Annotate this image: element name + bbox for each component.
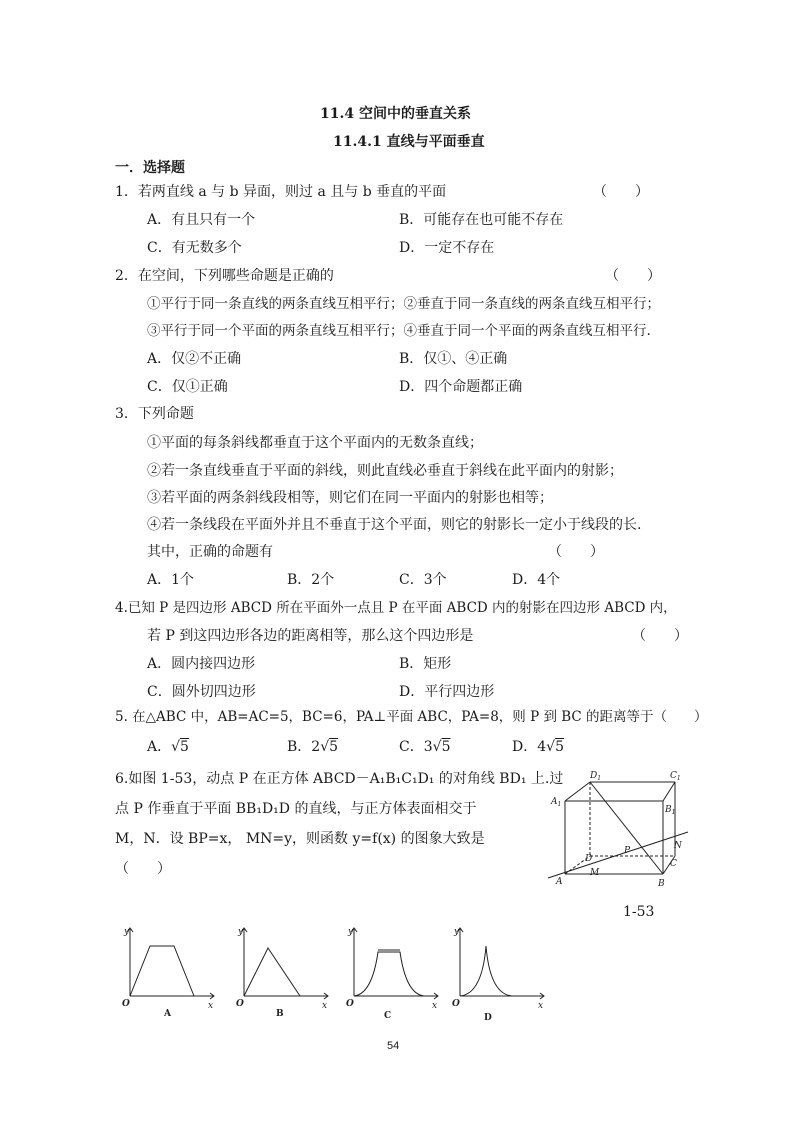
option-c-coefficient: 3 <box>423 739 433 755</box>
question-4-option-b: B．矩形 <box>399 656 452 672</box>
question-2-line-2: ③平行于同一个平面的两条直线互相平行；④垂直于同一个平面的两条直线互相平行. <box>147 323 651 339</box>
question-3-stem: 3．下列命题 <box>115 406 194 422</box>
question-1-answer-blank: （ ） <box>593 184 649 200</box>
option-a-label: A． <box>147 739 172 755</box>
question-1-stem: 1．若两直线 a 与 b 异面，则过 a 且与 b 垂直的平面 <box>115 184 447 200</box>
question-2-option-a: A．仅②不正确 <box>147 351 242 367</box>
label-d: D <box>585 854 593 864</box>
question-2-option-c: C．仅①正确 <box>147 379 228 395</box>
origin-label: O <box>346 999 354 1009</box>
question-6-answer-blank: （ ） <box>115 861 171 877</box>
question-4-option-a: A．圆内接四边形 <box>147 656 256 672</box>
y-label: y <box>454 927 460 937</box>
y-label: y <box>238 927 244 937</box>
edge-a1-d1 <box>565 782 590 801</box>
label-a1: $A_1$ <box>551 797 562 808</box>
question-2-line-1: ①平行于同一条直线的两条直线互相平行；②垂直于同一条直线的两条直线互相平行； <box>147 296 660 312</box>
sqrt-symbol: √ <box>546 739 556 755</box>
label-a: A <box>556 877 563 887</box>
page-number: 54 <box>387 1040 400 1052</box>
option-d-radicand: 5 <box>555 739 564 755</box>
option-c-label: C． <box>399 739 424 755</box>
question-3-answer-blank: （ ） <box>548 544 604 560</box>
question-4-option-c: C．圆外切四边形 <box>147 684 256 700</box>
question-2-answer-blank: （ ） <box>605 268 661 284</box>
graph-a-curve <box>130 946 194 996</box>
question-5-option-d <box>512 738 564 756</box>
option-d-coefficient: 4 <box>537 739 547 755</box>
question-6-line-3: M，N．设 BP=x， MN=y，则函数 y=f(x) 的图象大致是 <box>115 831 485 847</box>
question-5-option-c <box>399 738 450 756</box>
question-1-option-a: A．有且只有一个 <box>147 212 256 228</box>
cube-figure <box>540 768 690 900</box>
label-m: M <box>590 868 600 878</box>
y-label: y <box>348 927 354 937</box>
graph-c-curve <box>354 952 424 996</box>
question-4-answer-blank: （ ） <box>632 628 688 644</box>
label-p: P <box>624 846 631 856</box>
question-3-line-5: 其中，正确的命题有 <box>147 544 273 560</box>
part-heading: 一．选择题 <box>115 160 185 176</box>
question-4-stem: 4.已知 P 是四边形 ABCD 所在平面外一点且 P 在平面 ABCD 内的射影在四边形 ABCD 内， <box>115 600 677 616</box>
question-3-line-4: ④若一条线段在平面外并且不垂直于这个平面，则它的射影长一定小于线段的长. <box>147 517 642 533</box>
question-5-option-b <box>287 738 338 756</box>
label-c1: $C_1$ <box>670 771 681 782</box>
question-4-option-d: D．平行四边形 <box>399 684 495 700</box>
question-3-option-a: A．1个 <box>147 572 195 588</box>
option-d-label: D． <box>512 739 538 755</box>
option-b-coefficient: 2 <box>311 739 321 755</box>
graph-b <box>232 922 334 1020</box>
label-b: B <box>658 879 665 889</box>
sqrt-symbol: √ <box>320 739 330 755</box>
y-label: y <box>124 927 130 937</box>
label-n: N <box>674 841 682 851</box>
origin-label: O <box>236 999 244 1009</box>
graph-b-curve <box>244 948 300 996</box>
question-3-option-c: C．3个 <box>399 572 447 588</box>
graph-c-label: C <box>384 1011 392 1020</box>
graph-a <box>118 922 220 1020</box>
option-b-label: B． <box>287 739 312 755</box>
question-4-stem-2: 若 P 到这四边形各边的距离相等，那么这个四边形是 <box>147 628 474 644</box>
option-c-radicand: 5 <box>441 739 451 755</box>
question-6-line-1: 6.如图 1-53，动点 P 在正方体 ABCD－A₁B₁C₁D₁ 的对角线 BD₁ 上.过 <box>115 771 564 787</box>
question-3-line-3: ③若平面的两条斜线段相等，则它们在同一平面内的射影也相等； <box>147 490 553 506</box>
graph-b-label: B <box>276 1009 284 1019</box>
line-mn <box>548 832 688 878</box>
graph-c <box>342 922 444 1020</box>
subsection-title: 11.4.1 直线与平面垂直 <box>333 134 485 150</box>
label-c: C <box>670 859 677 869</box>
origin-label: O <box>452 999 460 1009</box>
graph-d-curve <box>460 946 512 996</box>
question-1-option-c: C．有无数多个 <box>147 240 242 256</box>
label-b1: $B_1$ <box>665 805 676 816</box>
x-label: x <box>208 1001 214 1011</box>
question-3-line-1: ①平面的每条斜线都垂直于这个平面内的无数条直线； <box>147 435 483 451</box>
sqrt-symbol: √ <box>432 739 442 755</box>
section-title: 11.4 空间中的垂直关系 <box>320 106 471 122</box>
question-5-option-a <box>147 738 189 756</box>
question-2-option-b: B．仅①、④正确 <box>399 351 508 367</box>
x-label: x <box>322 1001 328 1011</box>
graph-a-label: A <box>164 1009 171 1019</box>
edge-b1-c1 <box>663 782 675 801</box>
question-3-option-d: D．4个 <box>512 572 561 588</box>
graph-d-label: D <box>484 1013 492 1020</box>
x-label: x <box>538 1001 544 1011</box>
question-1-option-b: B．可能存在也可能不存在 <box>399 212 564 228</box>
question-2-option-d: D．四个命题都正确 <box>399 379 523 395</box>
graph-d <box>448 922 550 1020</box>
option-b-radicand: 5 <box>329 739 339 755</box>
question-3-option-b: B．2个 <box>287 572 335 588</box>
sqrt-symbol: √ <box>171 739 181 755</box>
question-1-option-d: D．一定不存在 <box>399 240 495 256</box>
option-a-radicand: 5 <box>180 739 189 755</box>
question-6-line-2: 点 P 作垂直于平面 BB₁D₁D 的直线，与正方体表面相交于 <box>115 801 477 817</box>
figure-caption: 1-53 <box>623 904 655 920</box>
question-2-stem: 2．在空间，下列哪些命题是正确的 <box>115 268 334 284</box>
label-d1: $D_1$ <box>590 771 602 782</box>
x-label: x <box>432 1001 438 1011</box>
question-3-line-2: ②若一条直线垂直于平面的斜线，则此直线必垂直于斜线在此平面内的射影； <box>147 463 623 479</box>
origin-label: O <box>122 999 130 1009</box>
question-5-stem: 5. 在△ABC 中，AB=AC=5，BC=6，PA⊥平面 ABC，PA=8，则 P 到 BC 的距离等于（ ） <box>115 709 708 725</box>
